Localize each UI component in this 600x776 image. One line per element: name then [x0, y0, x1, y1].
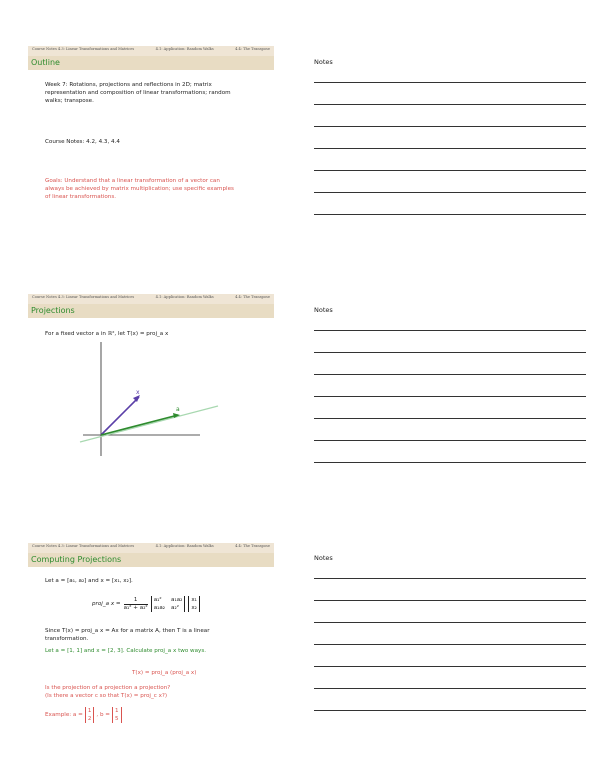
formula-lhs: proj_a x = — [92, 601, 121, 607]
formula-fraction — [124, 597, 148, 612]
question-line-1: Is the projection of a projection a projection? — [45, 685, 171, 691]
outline-line-3: walks; transpose. — [45, 98, 94, 104]
notes-line — [314, 396, 586, 397]
vector-entry: 2 — [87, 716, 92, 722]
notes-line — [314, 622, 586, 623]
slide-title-bar — [28, 56, 274, 70]
outline-line-1: Week 7: Rotations, projections and reflections in 2D; matrix — [45, 82, 212, 88]
notes-line — [314, 214, 586, 215]
notes-panel-1 — [314, 58, 586, 218]
vector-x-label: x — [136, 389, 140, 396]
notes-line — [314, 148, 586, 149]
nav-section-right[interactable]: 4.4: The Transpose — [235, 544, 270, 548]
nav-section-left[interactable]: Course Notes 4.3: Linear Transformations and Matrices — [32, 295, 135, 299]
nav-section-right[interactable]: 4.4: The Transpose — [235, 47, 270, 51]
matrix-entry: a₁a₂ — [153, 605, 166, 611]
notes-line — [314, 440, 586, 441]
question-line-2: (Is there a vector c so that T(x) = proj_c x?) — [45, 693, 168, 699]
slide-title: Outline — [31, 58, 60, 67]
nav-section-middle[interactable]: 4.1: Application: Random Walks — [155, 295, 214, 299]
notes-line — [314, 600, 586, 601]
slide-title-bar — [28, 304, 274, 318]
slide-outline — [28, 46, 274, 266]
notes-line — [314, 578, 586, 579]
slide-computing-projections — [28, 543, 274, 763]
since-text — [45, 627, 210, 643]
projection-diagram — [28, 338, 274, 468]
notes-line — [314, 710, 586, 711]
slide-nav-bar — [28, 294, 274, 304]
slide-projections — [28, 294, 274, 514]
notes-line — [314, 352, 586, 353]
example-label: Example: a = — [45, 712, 83, 718]
notes-label: Notes — [314, 306, 333, 314]
slide-title: Projections — [31, 306, 75, 315]
vector-entry: x₁ — [191, 597, 197, 603]
goals-line-2: always be achieved by matrix multiplication; use specific examples — [45, 186, 234, 192]
nav-section-right[interactable]: 4.4: The Transpose — [235, 295, 270, 299]
calculate-exercise: Let a = [1, 1] and x = [2, 3]. Calculate proj_a x two ways. — [45, 648, 207, 654]
notes-line — [314, 330, 586, 331]
example-b-label: , b = — [96, 712, 110, 718]
slide-nav-bar — [28, 46, 274, 56]
vector-a-arrow — [101, 415, 178, 435]
vector-entry: 5 — [114, 716, 119, 722]
vector-entry: 1 — [114, 708, 119, 714]
let-vectors-text: Let a = [a₁, a₂] and x = [x₁, x₂]. — [45, 578, 133, 584]
matrix-entry: a₁a₂ — [171, 597, 183, 603]
goals-line-1: Goals: Understand that a linear transformation of a vector can — [45, 178, 220, 184]
notes-line — [314, 418, 586, 419]
goals-line-3: of linear transformations. — [45, 194, 117, 200]
matrix-entry: a₁² — [153, 597, 162, 603]
matrix-entry: a₂² — [171, 605, 179, 611]
slide-title-bar — [28, 553, 274, 567]
projection-question — [45, 684, 170, 700]
goals-text — [45, 177, 234, 201]
course-notes-ref: Course Notes: 4.2, 4.3, 4.4 — [45, 139, 120, 145]
notes-line — [314, 170, 586, 171]
nav-section-left[interactable]: Course Notes 4.3: Linear Transformations and Matrices — [32, 544, 135, 548]
notes-line — [314, 374, 586, 375]
fraction-denominator: a₁² + a₂² — [123, 604, 148, 611]
formula-matrix — [151, 596, 186, 612]
projection-intro: For a fixed vector a in ℝ², let T(x) = proj_a x — [45, 331, 169, 337]
projection-formula — [92, 591, 200, 617]
example-vector-a — [85, 707, 95, 723]
notes-line — [314, 82, 586, 83]
notes-line — [314, 666, 586, 667]
notes-panel-2 — [314, 306, 586, 466]
nav-section-left[interactable]: Course Notes 4.3: Linear Transformations and Matrices — [32, 47, 135, 51]
nav-section-middle[interactable]: 4.1: Application: Random Walks — [155, 47, 214, 51]
vector-a-label: a — [176, 406, 180, 413]
nav-section-middle[interactable]: 4.1: Application: Random Walks — [155, 544, 214, 548]
outline-line-2: representation and composition of linear transformations; random — [45, 90, 231, 96]
slide-title: Computing Projections — [31, 555, 122, 564]
slide-nav-bar — [28, 543, 274, 553]
notes-line — [314, 644, 586, 645]
notes-panel-3 — [314, 554, 586, 714]
notes-label: Notes — [314, 554, 333, 562]
example-vector-b — [112, 707, 122, 723]
notes-line — [314, 688, 586, 689]
notes-line — [314, 104, 586, 105]
outline-week-text — [45, 81, 231, 105]
notes-label: Notes — [314, 58, 333, 66]
composition-formula: T(x) = proj_a (proj_a x) — [132, 670, 197, 676]
vector-entry: 1 — [87, 708, 92, 714]
notes-line — [314, 462, 586, 463]
example-vectors — [45, 707, 122, 723]
notes-line — [314, 192, 586, 193]
formula-vector — [188, 596, 200, 612]
vector-entry: x₂ — [191, 605, 197, 611]
since-line-2: transformation. — [45, 636, 89, 642]
fraction-numerator: 1 — [133, 596, 138, 603]
since-line-1: Since T(x) = proj_a x = Ax for a matrix A, then T is a linear — [45, 628, 210, 634]
notes-line — [314, 126, 586, 127]
